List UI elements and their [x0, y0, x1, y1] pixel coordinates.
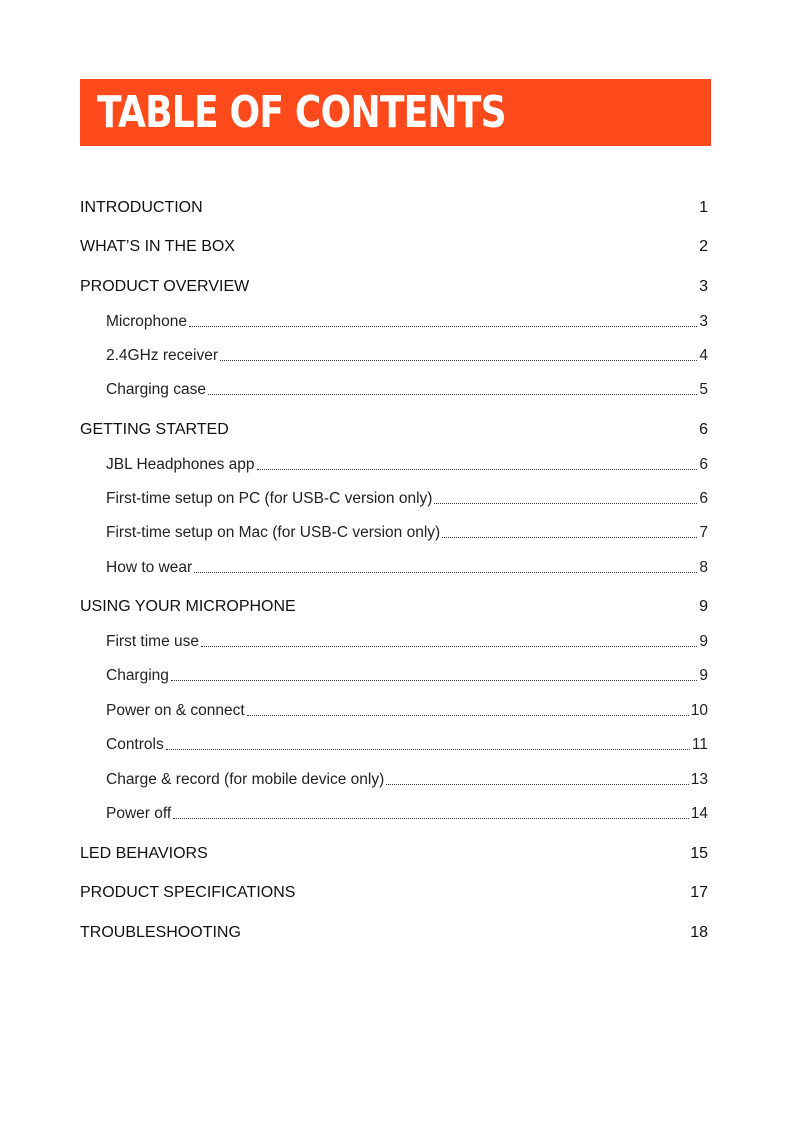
toc-entry-introduction[interactable]	[80, 199, 708, 217]
toc-entry-label: USING YOUR MICROPHONE	[80, 598, 296, 615]
toc-entry-label: LED BEHAVIORS	[80, 845, 208, 862]
dot-leader	[386, 784, 688, 785]
toc-entry-page: 18	[690, 924, 708, 941]
dot-leader	[434, 503, 697, 504]
toc-entry-page: 8	[699, 559, 708, 576]
toc-entry-troubleshooting[interactable]	[80, 924, 708, 942]
toc-entry-jbl-headphones-app[interactable]	[106, 456, 708, 474]
toc-entry-page: 4	[699, 347, 708, 364]
toc-entry-page: 2	[699, 238, 708, 255]
dot-leader	[166, 749, 690, 750]
dot-leader	[247, 715, 689, 716]
toc-entry-page: 6	[699, 490, 708, 507]
toc-entry-page: 9	[699, 598, 708, 615]
toc-entry-controls[interactable]	[106, 736, 708, 754]
dot-leader	[189, 326, 697, 327]
dot-leader	[208, 394, 697, 395]
toc-entry-page: 15	[690, 845, 708, 862]
toc-entry-product-specifications[interactable]	[80, 884, 708, 902]
toc-entry-label: TROUBLESHOOTING	[80, 924, 241, 941]
toc-entry-page: 3	[699, 313, 708, 330]
toc-entry-label: How to wear	[106, 559, 193, 576]
toc-entry-page: 5	[699, 381, 708, 398]
toc-entry-charge-record[interactable]	[106, 771, 708, 789]
toc-entry-label: WHAT’S IN THE BOX	[80, 238, 235, 255]
toc-entry-label: First-time setup on PC (for USB-C version only)	[106, 490, 433, 507]
title-banner	[80, 79, 711, 146]
toc-entry-label: Power on & connect	[106, 702, 245, 719]
toc-entry-page: 3	[699, 278, 708, 295]
toc-entry-charging[interactable]	[106, 667, 708, 685]
toc-entry-label: JBL Headphones app	[106, 456, 255, 473]
toc-entry-label: GETTING STARTED	[80, 421, 229, 438]
toc-entry-label: 2.4GHz receiver	[106, 347, 218, 364]
toc-entry-receiver[interactable]	[106, 347, 708, 365]
toc-entry-label: INTRODUCTION	[80, 199, 203, 216]
toc-entry-label: First time use	[106, 633, 200, 650]
toc-entry-page: 14	[690, 805, 708, 822]
toc-entry-label: PRODUCT SPECIFICATIONS	[80, 884, 296, 901]
dot-leader	[201, 646, 697, 647]
toc-entry-microphone[interactable]	[106, 313, 708, 331]
dot-leader	[257, 469, 698, 470]
toc-entry-first-time-use[interactable]	[106, 633, 708, 651]
toc-entry-label: Microphone	[106, 313, 187, 330]
toc-entry-page: 1	[699, 199, 708, 216]
toc-entry-led-behaviors[interactable]	[80, 845, 708, 863]
dot-leader	[171, 680, 697, 681]
toc-entry-label: Power off	[106, 805, 172, 822]
toc-entry-page: 6	[699, 421, 708, 438]
toc-entry-label: Charge & record (for mobile device only)	[106, 771, 385, 788]
dot-leader	[220, 360, 697, 361]
toc-entry-power-on-connect[interactable]	[106, 702, 708, 720]
toc-entry-label: Charging	[106, 667, 169, 684]
toc-entry-page: 9	[699, 633, 708, 650]
toc-entry-page: 10	[690, 702, 708, 719]
toc-entry-page: 9	[699, 667, 708, 684]
toc-entry-how-to-wear[interactable]	[106, 559, 708, 577]
toc-entry-whats-in-the-box[interactable]	[80, 238, 708, 256]
toc-entry-page: 6	[699, 456, 708, 473]
toc-entry-page: 17	[690, 884, 708, 901]
toc-entry-page: 7	[699, 524, 708, 541]
toc-entry-setup-pc[interactable]	[106, 490, 708, 508]
dot-leader	[173, 818, 689, 819]
toc-entry-label: PRODUCT OVERVIEW	[80, 278, 250, 295]
dot-leader	[442, 537, 697, 538]
dot-leader	[194, 572, 697, 573]
toc-entry-label: Charging case	[106, 381, 206, 398]
toc-entry-using-your-microphone[interactable]	[80, 598, 708, 616]
toc-entry-power-off[interactable]	[106, 805, 708, 823]
toc-entry-page: 13	[690, 771, 708, 788]
toc-entry-charging-case[interactable]	[106, 381, 708, 399]
toc-entry-setup-mac[interactable]	[106, 524, 708, 542]
toc-entry-page: 11	[691, 736, 708, 753]
toc-entry-product-overview[interactable]	[80, 278, 708, 296]
toc-entry-label: First-time setup on Mac (for USB-C version only)	[106, 524, 441, 541]
toc-entry-getting-started[interactable]	[80, 421, 708, 439]
page-title: TABLE OF CONTENTS	[97, 86, 506, 138]
toc-entry-label: Controls	[106, 736, 164, 753]
